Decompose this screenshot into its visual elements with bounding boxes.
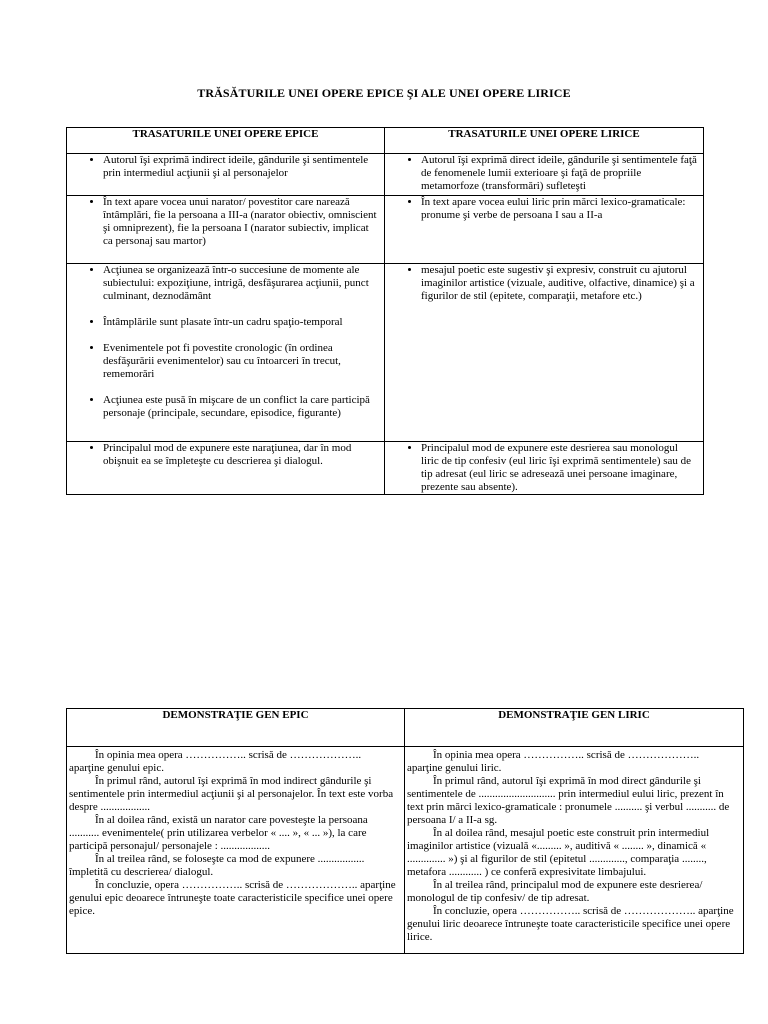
paragraph: În concluzie, opera …………….. scrisă de ……………….. aparţine genului liric deoarece întruneşte toate caracteristicile specifice unei opere lirice.	[407, 905, 734, 943]
lyric-cell	[385, 154, 704, 196]
list-item: • În text apare vocea unui narator/ povestitor care narează întâmplări, fie la persoana a III-a (narator obiectiv, omniscient şi omniprezent), fie la persoana I (narator subiectiv, implicat ca personaj sau martor)	[103, 196, 378, 248]
lyric-cell	[385, 264, 704, 442]
lyric-cell	[385, 442, 704, 495]
list-item: • Principalul mod de expunere este desrierea sau monologul liric de tip confesiv (eul liric îşi exprimă sentimentele) sau de tip adresat (eul liric se adresează unei persoane imaginare, prezente sau absente).	[421, 442, 697, 494]
demonstration-table	[66, 708, 744, 954]
table-row	[67, 196, 704, 264]
list-item: • Autorul îşi exprimă indirect ideile, gândurile şi sentimentele prin intermediul acţiunii şi al personajelor	[103, 154, 378, 180]
table-row	[67, 442, 704, 495]
table-row	[67, 154, 704, 196]
traits-header-row	[67, 128, 704, 154]
list-item: • Acţiunea este pusă în mişcare de un conflict la care participă personaje (principale, secundare, episodice, figurante)	[103, 394, 378, 420]
list-item: • În text apare vocea eului liric prin mărci lexico-gramaticale: pronume şi verbe de persoana I sau a II-a	[421, 196, 697, 222]
epic-cell	[67, 154, 385, 196]
paragraph: În opinia mea opera …………….. scrisă de ……………….. aparţine genului epic.	[69, 749, 362, 774]
paragraph: În primul rând, autorul îşi exprimă în mod indirect gândurile şi sentimentele prin intermediul acţiunii şi al personajelor. În text este vorba despre ..................	[69, 775, 394, 813]
demo-header-row	[67, 709, 744, 747]
epic-cell	[67, 264, 385, 442]
page-title: TRĂSĂTURILE UNEI OPERE EPICE ŞI ALE UNEI OPERE LIRICE	[197, 86, 571, 100]
list-item: • Acţiunea se organizează într-o succesiune de momente ale subiectului: expoziţiune, intrigă, desfăşurarea acţiunii, punct culminant, deznodământ	[103, 264, 378, 303]
lyric-demo-header: DEMONSTRAŢIE GEN LIRIC	[405, 709, 744, 747]
paragraph: În al treilea rând, se foloseşte ca mod de expunere ................. împletită cu descrierea/ dialogul.	[69, 853, 365, 878]
lyric-traits-header: TRASATURILE UNEI OPERE LIRICE	[385, 128, 704, 154]
paragraph: În primul rând, autorul îşi exprimă în mod direct gândurile şi sentimentele de ............................ prin intermediul eului liric, prezent în text prin mărci lexico-gramaticale : pronumele .......... şi verbul ........... de persoana I/ a II-a sg.	[407, 775, 730, 826]
epic-cell	[67, 442, 385, 495]
paragraph: În opinia mea opera …………….. scrisă de ……………….. aparţine genului liric.	[407, 749, 700, 774]
list-item: • Autorul îşi exprimă direct ideile, gândurile şi sentimentele faţă de fenomenele lumii exterioare şi faţă de propriile metamorfoze (transformări) sufleteşti	[421, 154, 697, 193]
lyric-cell	[385, 196, 704, 264]
list-item: • Evenimentele pot fi povestite cronologic (în ordinea desfăşurării evenimentelor) sau cu întoarceri în trecut, rememorări	[103, 342, 378, 381]
table-row	[67, 264, 704, 442]
list-item: • mesajul poetic este sugestiv şi expresiv, construit cu ajutorul imaginilor artistice (vizuale, auditive, olfactive, dinamice) şi a figurilor de stil (epitete, comparaţii, metafore etc.)	[421, 264, 697, 303]
lyric-demo-cell	[405, 747, 744, 954]
epic-demo-cell	[67, 747, 405, 954]
epic-traits-header: TRASATURILE UNEI OPERE EPICE	[67, 128, 385, 154]
list-item: • Principalul mod de expunere este naraţiunea, dar în mod obişnuit ea se împleteşte cu descrierea şi dialogul.	[103, 442, 378, 468]
paragraph: În al doilea rând, există un narator care povesteşte la persoana ........... evenimentele( prin utilizarea verbelor « .... », « ... »), la care participă personajul/ personajele : ..................	[69, 814, 368, 852]
epic-cell	[67, 196, 385, 264]
paragraph: În concluzie, opera …………….. scrisă de ……………….. aparţine genului epic deoarece întruneşte toate caracteristicile specifice unei opere epice.	[69, 879, 396, 917]
epic-demo-header: DEMONSTRAŢIE GEN EPIC	[67, 709, 405, 747]
paragraph: În al treilea rând, principalul mod de expunere este desrierea/ monologul de tip confesiv/ de tip adresat.	[407, 879, 703, 904]
list-item: • Întâmplările sunt plasate într-un cadru spaţio-temporal	[103, 316, 378, 329]
table-row	[67, 747, 744, 954]
traits-table	[66, 127, 704, 495]
paragraph: În al doilea rând, mesajul poetic este construit prin intermediul imaginilor artistice (vizuală «......... », auditivă « ........ », dinamică « .............. ») şi al figurilor de stil (epitetul ............., comparaţia ........, metafora ............ ) ce conferă expresivitate limbajului.	[407, 827, 710, 878]
